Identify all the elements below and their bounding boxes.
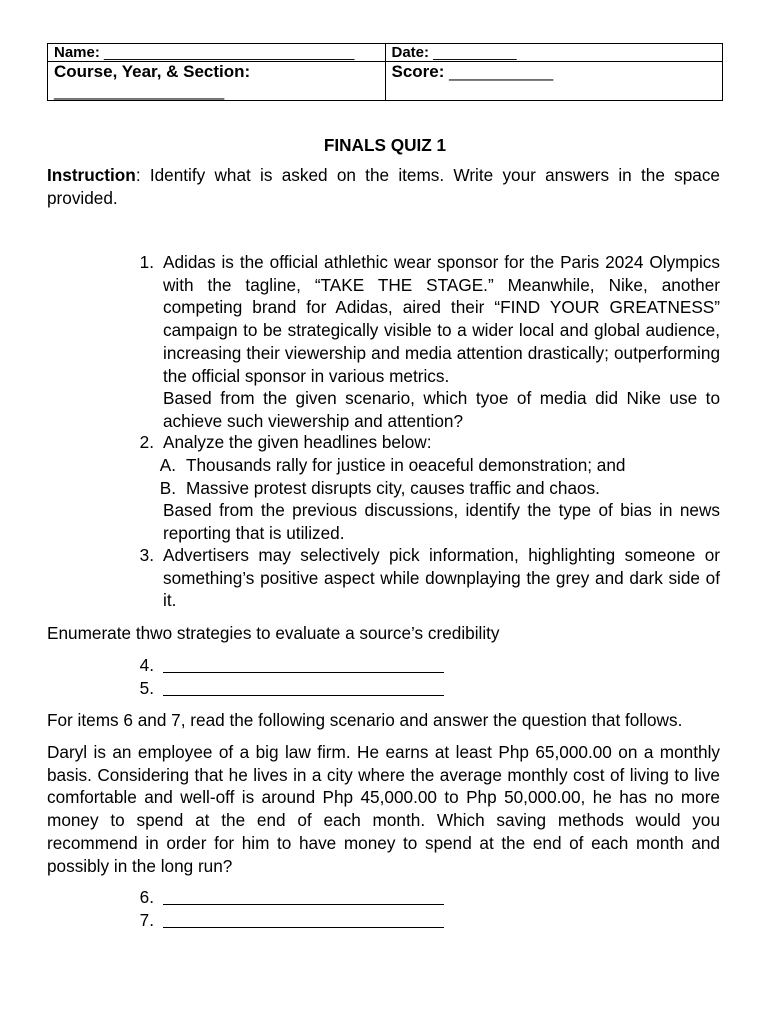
answer-blank[interactable] [163, 654, 444, 673]
question-number: 2. [139, 432, 154, 452]
score-blank[interactable]: ___________ [449, 62, 554, 81]
option-b [159, 477, 706, 500]
answer-number: 7. [139, 910, 154, 930]
answer-number: 5. [139, 678, 154, 698]
question-text: Advertisers may selectively pick information, highlighting someone or something’s positive aspect while downplaying the grey and dark side of it. [163, 545, 720, 611]
score-cell[interactable] [385, 62, 723, 101]
date-cell[interactable] [385, 44, 723, 62]
score-label: Score: [391, 62, 445, 81]
question-number: 1. [139, 252, 154, 272]
scenario-intro: For items 6 and 7, read the following scenario and answer the question that follows. [47, 710, 683, 730]
course-cell[interactable] [48, 62, 386, 101]
date-label: Date: [391, 44, 430, 61]
quiz-title: FINALS QUIZ 1 [323, 135, 447, 155]
header-table [47, 43, 723, 101]
scenario-text: Daryl is an employee of a big law firm. He earns at least Php 65,000.00 on a monthly basis. Considering that he lives in a city where the average monthly cost of living to live comfortable and well-off is around Php 45,000.00 to Php 50,000.00, he has no more money to spend at the end of each month. Which saving methods would you recommend in order for him to have money to spend at the end of each month and possibly in the long run? [47, 742, 720, 876]
name-label: Name: [54, 44, 100, 61]
option-text: Massive protest disrupts city, causes traffic and chaos. [186, 477, 600, 498]
answer-blank[interactable] [163, 909, 444, 928]
option-text: Thousands rally for justice in oeaceful demonstration; and [186, 455, 626, 475]
instruction-text: : Identify what is asked on the items. Write your answers in the space provided. [47, 165, 720, 208]
question-follow-up: Based from the previous discussions, identify the type of bias in news reporting that is utilized. [163, 500, 720, 543]
answer-blank[interactable] [163, 677, 444, 696]
date-blank[interactable]: __________ [433, 44, 517, 61]
course-blank[interactable]: __________________ [54, 81, 225, 100]
answer-number: 4. [139, 655, 154, 675]
question-number: 3. [139, 545, 154, 565]
instruction [47, 164, 720, 209]
question-2-follow-up [163, 499, 720, 544]
question-3 [139, 544, 720, 612]
course-label: Course, Year, & Section: [54, 62, 251, 81]
question-text: Adidas is the official athlethic wear sponsor for the Paris 2024 Olympics with the tagline, “TAKE THE STAGE.” Meanwhile, Nike, another competing brand for Adidas, aired their “FIND YOUR GREATNESS” campaign to be strategically visible to a wider local and global audience, increasing their viewership and media attention drastically; outperforming the official sponsor in various metrics. [163, 252, 720, 386]
answer-number: 6. [139, 887, 154, 907]
instruction-label: Instruction [47, 165, 136, 185]
name-cell[interactable] [48, 44, 386, 62]
question-text: Analyze the given headlines below: [163, 432, 432, 452]
option-a [159, 454, 706, 477]
name-blank[interactable]: ______________________________ [104, 44, 355, 61]
option-letter: B. [159, 477, 176, 498]
question-2 [139, 431, 720, 454]
answer-blank[interactable] [163, 886, 444, 905]
enumerate-prompt: Enumerate thwo strategies to evaluate a source’s credibility [47, 623, 500, 643]
quiz-page [47, 43, 723, 930]
question-1 [139, 251, 720, 433]
option-letter: A. [159, 455, 176, 475]
question-follow-up: Based from the given scenario, which tyoe of media did Nike use to achieve such viewership and attention? [163, 388, 720, 431]
